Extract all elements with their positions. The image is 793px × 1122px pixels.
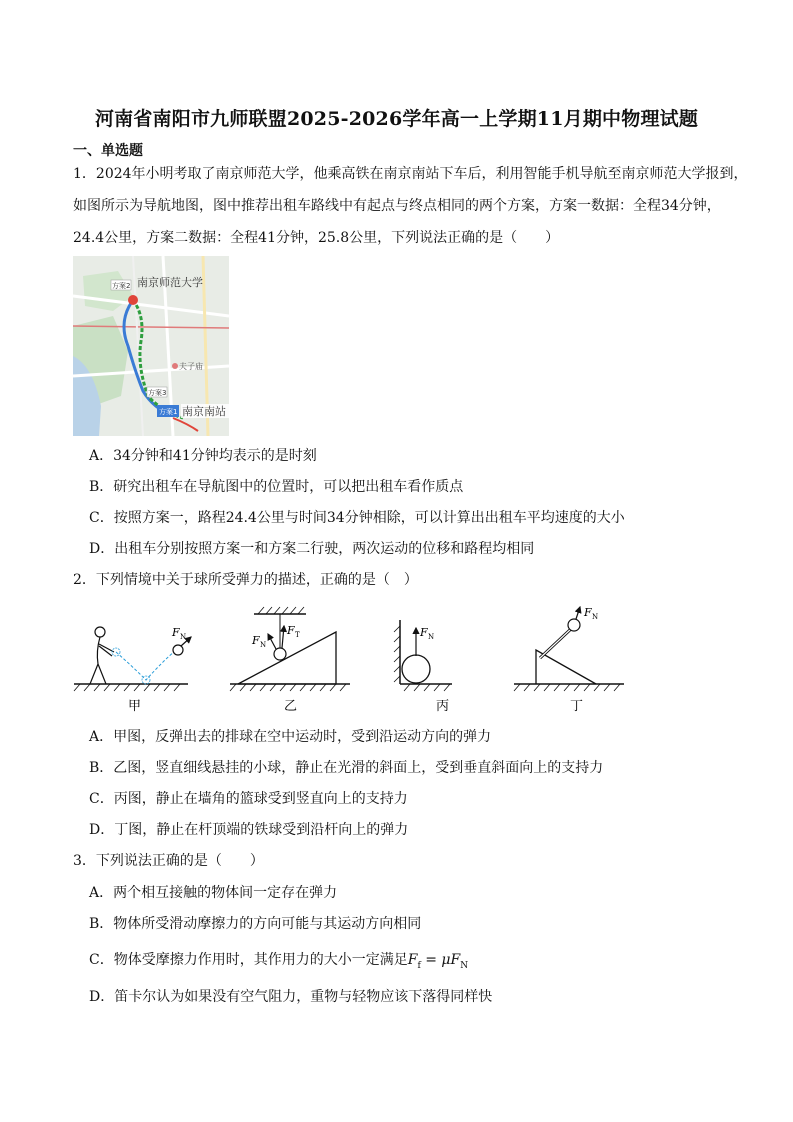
destination-pin-icon bbox=[128, 295, 138, 305]
basketball bbox=[402, 655, 430, 683]
label-fn: F bbox=[172, 626, 180, 639]
plan2-tag-label: 方案2 bbox=[112, 282, 131, 290]
figure-label-yi: 乙 bbox=[284, 699, 298, 714]
normal-arrow bbox=[268, 634, 276, 649]
label-fn: F bbox=[252, 634, 260, 647]
figure-yi bbox=[230, 607, 350, 714]
label-fn-sub: N bbox=[428, 633, 435, 641]
label-ft-sub: T bbox=[295, 631, 300, 639]
figure-jia bbox=[74, 626, 191, 714]
label-fn-sub: N bbox=[180, 633, 187, 641]
page-title: 河南省南阳市九师联盟2025-2026学年高一上学期11月期中物理试题 bbox=[94, 108, 699, 130]
q3-option-c[interactable] bbox=[89, 950, 729, 976]
q3-option-a[interactable]: A．两个相互接触的物体间一定存在弹力 bbox=[89, 885, 338, 901]
force-figures bbox=[70, 606, 630, 718]
plan3-tag-label: 方案3 bbox=[148, 389, 167, 397]
label-fn: F bbox=[420, 626, 428, 639]
poi-icon bbox=[172, 363, 178, 369]
figure-label-ding: 丁 bbox=[570, 699, 584, 714]
plan1-tag-label: 方案1 bbox=[159, 408, 178, 416]
q1-stem-line-3: 24.4公里，方案二数据：全程41分钟，25.8公里，下列说法正确的是（ ） bbox=[73, 230, 560, 246]
volleyball bbox=[173, 645, 183, 655]
figure-label-bing: 丙 bbox=[436, 699, 450, 714]
section-heading: 一、单选题 bbox=[73, 143, 143, 159]
force-arrow bbox=[576, 607, 580, 619]
figure-ding bbox=[514, 606, 624, 714]
map-destination-label: 南京师范大学 bbox=[137, 276, 203, 289]
q2-stem: 2．下列情境中关于球所受弹力的描述，正确的是（ ） bbox=[73, 572, 418, 588]
q2-option-b[interactable]: B．乙图，竖直细线悬挂的小球，静止在光滑的斜面上，受到垂直斜面向上的支持力 bbox=[89, 760, 604, 776]
q3-stem: 3．下列说法正确的是（ ） bbox=[73, 853, 264, 869]
label-fn-sub: N bbox=[592, 613, 599, 621]
hanging-ball bbox=[274, 648, 286, 660]
q1-option-a[interactable]: A．34分钟和41分钟均表示的是时刻 bbox=[89, 448, 317, 464]
figure-label-jia: 甲 bbox=[128, 699, 142, 714]
map-origin-label: 南京南站 bbox=[182, 405, 226, 418]
q3-option-d[interactable]: D．笛卡尔认为如果没有空气阻力，重物与轻物应该下落得同样快 bbox=[89, 989, 493, 1005]
label-fn: F bbox=[584, 606, 592, 619]
q1-stem-line-1: 1．2024年小明考取了南京师范大学，他乘高铁在南京南站下车后，利用智能手机导航至南京师范大学报到， bbox=[73, 166, 748, 182]
label-fn-sub: N bbox=[260, 641, 267, 649]
q3-option-c-text: C．物体受摩擦力作用时，其作用力的大小一定满足 bbox=[89, 952, 408, 968]
q1-option-b[interactable]: B．研究出租车在导航图中的位置时，可以把出租车看作质点 bbox=[89, 479, 464, 495]
map-poi-label: 夫子庙 bbox=[179, 362, 203, 371]
iron-ball bbox=[568, 619, 580, 631]
person-head bbox=[95, 627, 105, 637]
q2-option-c[interactable]: C．丙图，静止在墙角的篮球受到竖直向上的支持力 bbox=[89, 791, 408, 807]
q3-option-b[interactable]: B．物体所受滑动摩擦力的方向可能与其运动方向相同 bbox=[89, 916, 422, 932]
figure-bing bbox=[394, 620, 452, 714]
q2-option-a[interactable]: A．甲图，反弹出去的排球在空中运动时，受到沿运动方向的弹力 bbox=[89, 729, 492, 745]
q1-option-c[interactable]: C．按照方案一，路程24.4公里与时间34分钟相除，可以计算出出租车平均速度的大小 bbox=[89, 510, 625, 526]
person-body bbox=[90, 637, 114, 684]
navigation-map bbox=[73, 256, 229, 436]
tension-arrow bbox=[282, 626, 284, 648]
ball-trajectory bbox=[116, 650, 176, 680]
label-ft: F bbox=[287, 624, 295, 637]
q1-stem-line-2: 如图所示为导航地图，图中推荐出租车路线中有起点与终点相同的两个方案，方案一数据：全程34分钟， bbox=[73, 198, 721, 214]
q2-option-d[interactable]: D．丁图，静止在杆顶端的铁球受到沿杆向上的弹力 bbox=[89, 822, 409, 838]
friction-formula: $F_f = \mu F_N$ bbox=[407, 952, 469, 971]
q1-option-d[interactable]: D．出租车分别按照方案一和方案二行驶，两次运动的位移和路程均相同 bbox=[89, 541, 535, 557]
